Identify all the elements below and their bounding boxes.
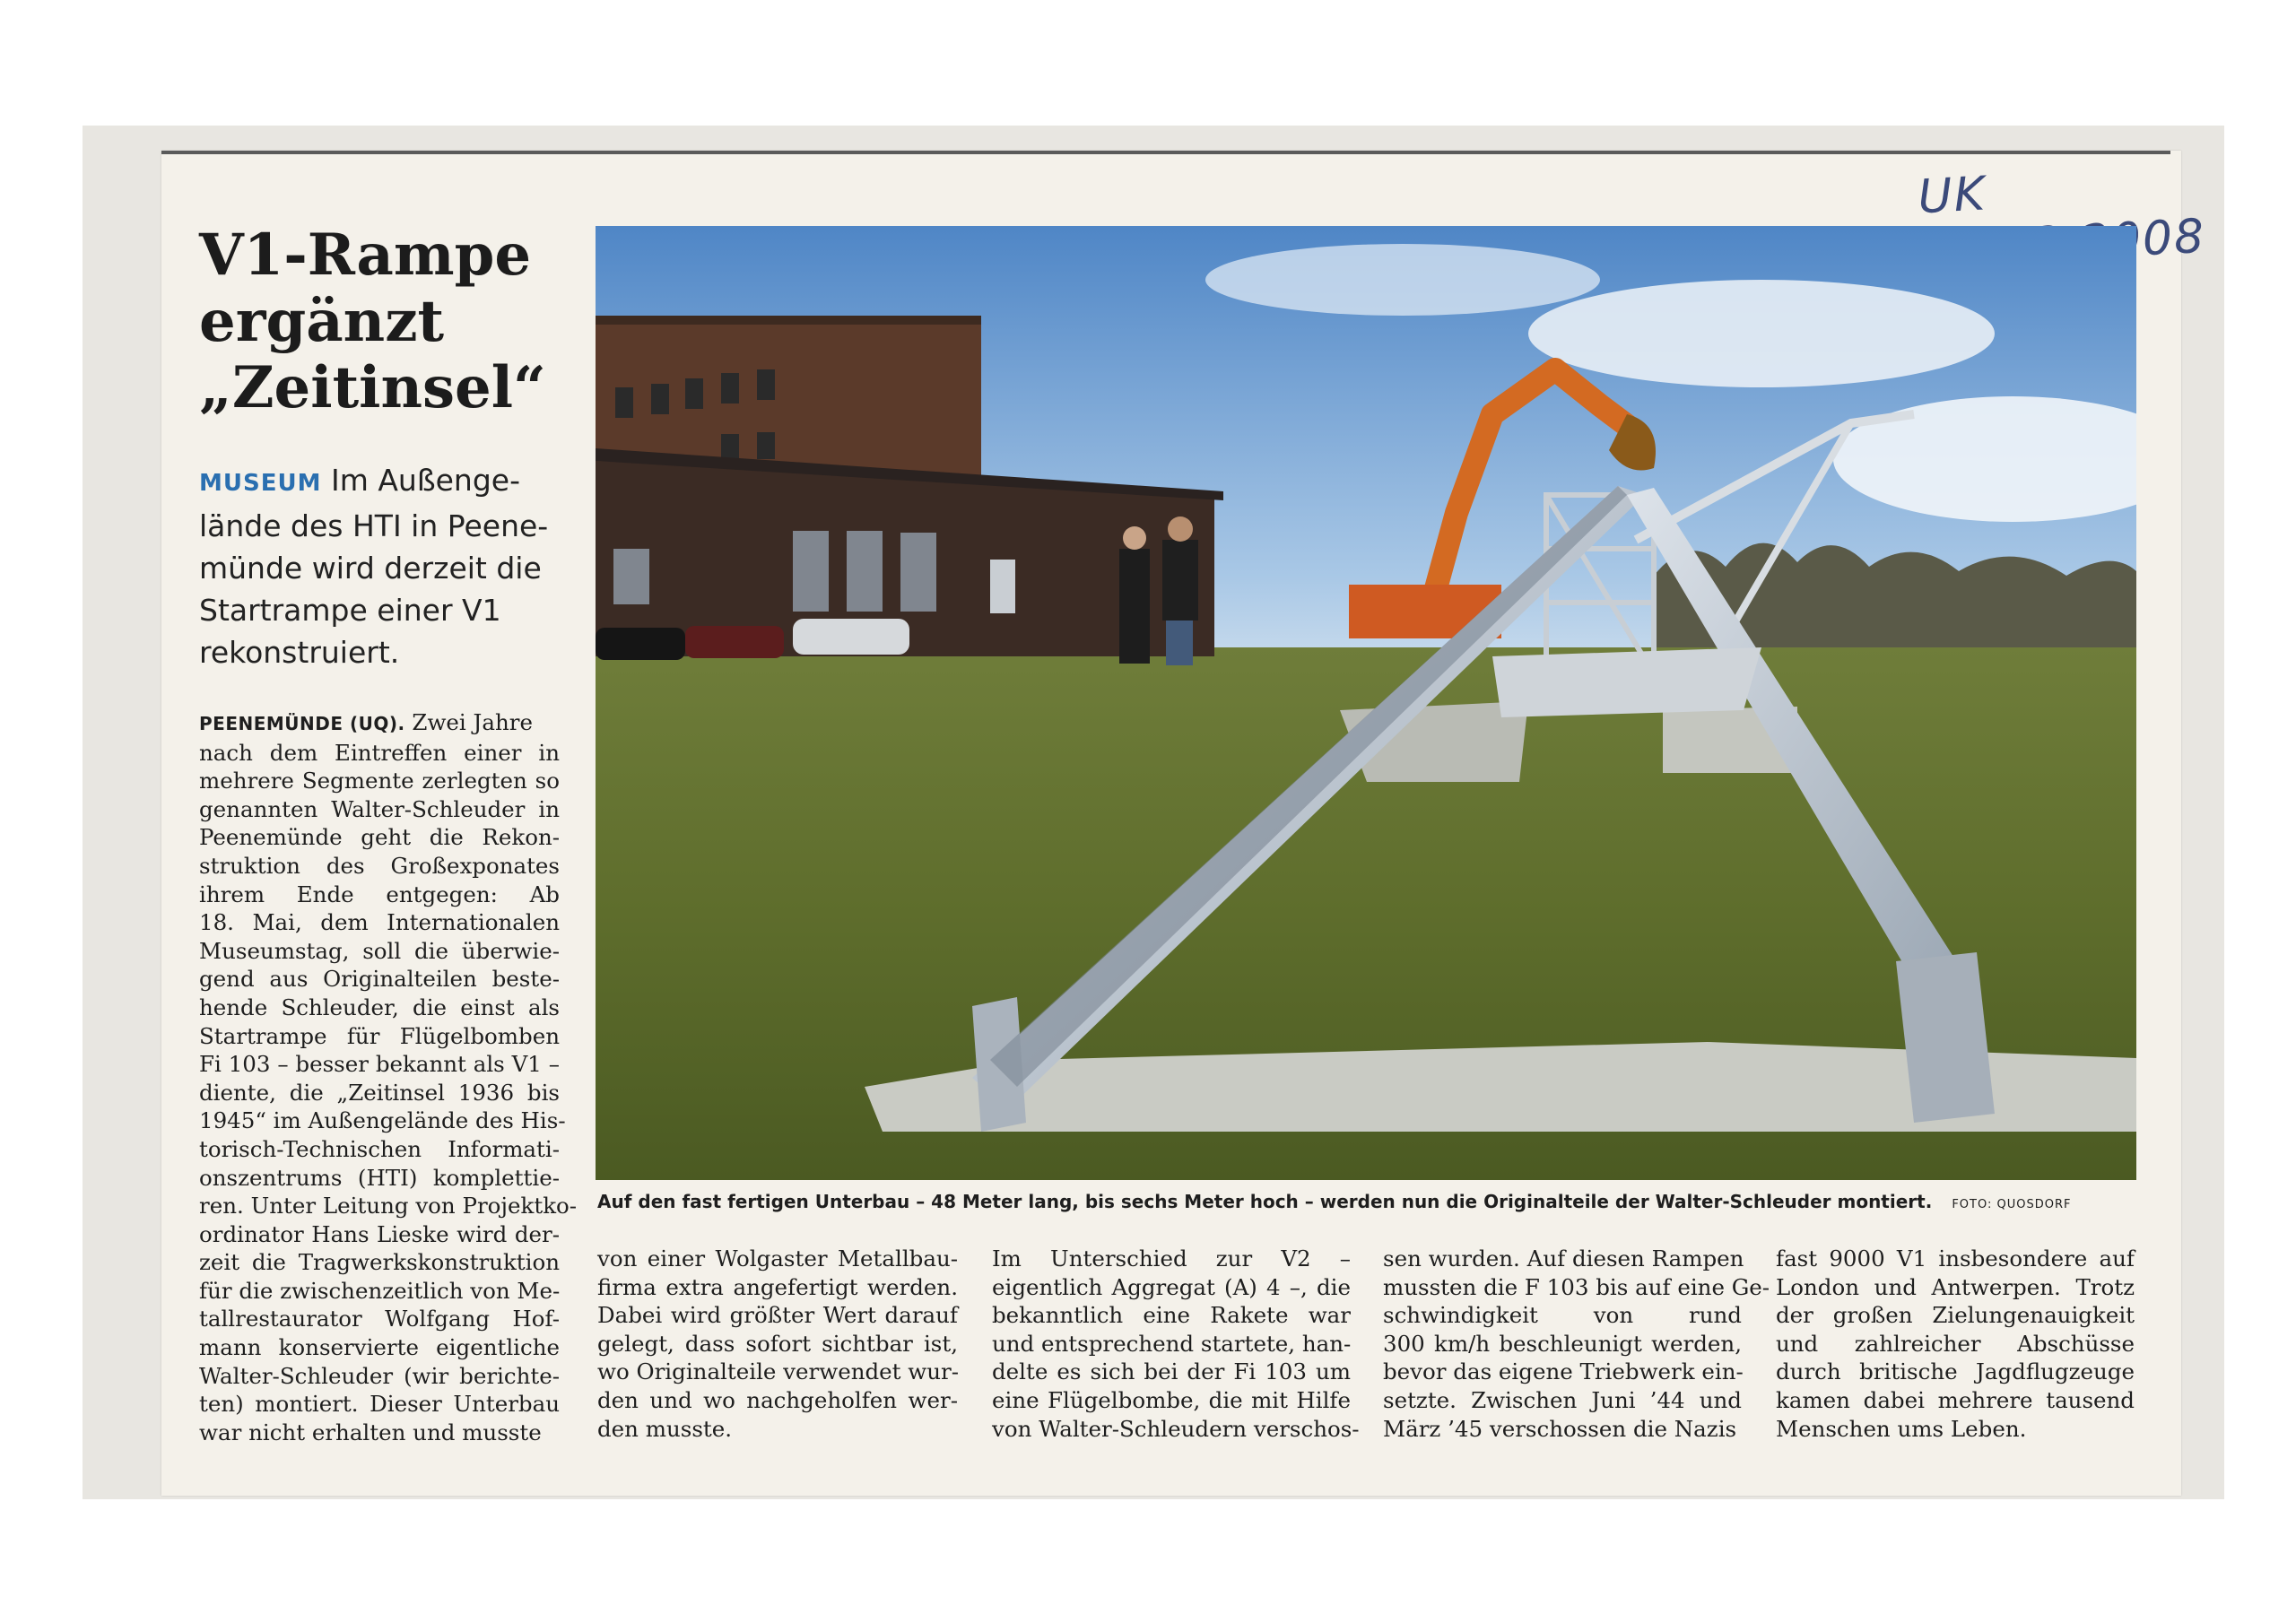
body-text-line: mann konservierte eigentliche [199,1334,560,1361]
body-text-line: 18. Mai, dem Internationalen [199,909,560,936]
body-text-line: der großen Zielungenauigkeit [1776,1302,2135,1329]
body-text-line: März ’45 verschossen die Nazis [1383,1415,1737,1442]
body-text-line: Museumstag, soll die überwie- [199,937,560,964]
body-text-line: Im Unterschied zur V2 – [992,1245,1351,1271]
body-text-line: ihrem Ende entgegen: Ab [199,881,560,907]
teaser-line: Im Außenge- [330,463,520,498]
photo-caption [597,1191,2136,1212]
person-jeans [1166,621,1193,665]
body-text-line: Fi 103 – besser bekannt als V1 – [199,1051,560,1078]
body-text: Zwei Jahre [412,709,533,735]
body-column-2 [597,1245,958,1443]
body-text-line: delte es sich bei der Fi 103 um [992,1358,1351,1385]
body-column-1 [199,708,578,1446]
body-text-line [199,708,560,739]
body-text-line: sen wurden. Auf diesen Rampen [1383,1245,1744,1271]
body-text-line: mussten die F 103 bis auf eine Ge- [1383,1273,1770,1300]
body-text-line: wo Originalteile verwendet wur- [597,1358,960,1385]
article-photo [596,226,2136,1180]
body-text-line: hende Schleuder, die einst als [199,994,560,1020]
body-text-line: genannten Walter-Schleuder in [199,795,560,822]
teaser [199,459,594,673]
body-text-line: struktion des Großexponates [199,852,560,879]
body-text-line: eine Flügelbombe, die mit Hilfe [992,1386,1351,1413]
handwritten-date-note: UK [1917,167,1988,225]
body-text-line: Menschen ums Leben. [1776,1415,2027,1442]
body-text-line: und entsprechend startete, han- [992,1330,1352,1357]
body-text-line: torisch-Technischen Informati- [199,1135,560,1162]
headline-line: V1-Rampe [199,221,532,289]
teaser-line: münde wird derzeit die [199,551,542,586]
cloud [1528,280,1995,387]
body-text-line: und zahlreicher Abschüsse [1776,1330,2135,1357]
body-text-line: Startrampe für Flügelbomben [199,1022,560,1049]
body-text-line: gelegt, dass sofort sichtbar ist, [597,1330,958,1357]
car [685,626,784,658]
door [990,560,1015,613]
body-text-line: Walter-Schleuder (wir berichte- [199,1362,560,1389]
teaser-line: Startrampe einer V1 [199,593,501,628]
body-text-line: von Walter-Schleudern verschos- [992,1415,1360,1442]
body-text-line: ren. Unter Leitung von Projektko- [199,1193,578,1219]
dateline: PEENEMÜNDE (UQ). [199,713,405,734]
section-kicker: MUSEUM [199,470,322,497]
body-text-line: den und wo nachgeholfen wer- [597,1386,958,1413]
photo-credit: FOTO: QUOSDORF [1952,1198,2072,1211]
building-roof-edge [596,316,981,325]
body-text-line: nach dem Eintreffen einer in [199,739,560,766]
body-text-line: 300 km/h beschleunigt werden, [1383,1330,1742,1357]
teaser-line: lände des HTI in Peene- [199,508,549,543]
body-text-line: tallrestaurator Wolfgang Hof- [199,1306,560,1332]
headline-line: ergänzt [199,288,445,355]
body-text-line: von einer Wolgaster Metallbau- [597,1245,958,1271]
photo-launch-ramp-illustration [596,226,2136,1180]
body-text-line: fast 9000 V1 insbesondere auf [1776,1245,2135,1271]
body-text-line: zeit die Tragwerkskonstruktion [199,1249,560,1276]
body-text-line: ordinator Hans Lieske wird der- [199,1220,560,1247]
body-text-line: 1945“ im Außengelände des His- [199,1107,566,1134]
newspaper-clipping [161,151,2181,1496]
clipping-top-rule [161,151,2170,154]
body-text-line: setzte. Zwischen Juni ’44 und [1383,1386,1742,1413]
body-text-line: den musste. [597,1415,733,1442]
body-text-line: mehrere Segmente zerlegten so [199,768,560,794]
body-text-line: ten) montiert. Dieser Unterbau [199,1391,560,1418]
body-text-line: Peenemünde geht die Rekon- [199,824,560,851]
body-text-line: kamen dabei mehrere tausend [1776,1386,2135,1413]
body-text-line: bekanntlich eine Rakete war [992,1302,1351,1329]
teaser-line: rekonstruiert. [199,635,400,670]
body-text-line: London und Antwerpen. Trotz [1776,1273,2135,1300]
body-text-line: durch britische Jagdflugzeuge [1776,1358,2135,1385]
body-text-line: onszentrums (HTI) komplettie- [199,1164,560,1191]
body-text-line: gend aus Originalteilen beste- [199,966,560,993]
person-head [1168,516,1193,542]
body-text-line: bevor das eigene Triebwerk ein- [1383,1358,1744,1385]
body-text-line: war nicht erhalten und musste [199,1419,542,1445]
headline [199,222,576,421]
body-text-line: schwindigkeit von rund [1383,1302,1742,1329]
headline-line: „Zeitinsel“ [199,354,546,421]
body-column-3 [992,1245,1360,1443]
body-text-line: für die zwischenzeitlich von Me- [199,1277,561,1304]
person [1162,540,1198,621]
body-text-line: diente, die „Zeitinsel 1936 bis [199,1079,560,1106]
body-text-line: firma extra angefertigt werden. [597,1273,958,1300]
support-trestle [1492,647,1761,717]
car [793,619,909,655]
body-text-line: Dabei wird größter Wert darauf [597,1302,958,1329]
car [596,628,685,660]
body-column-4 [1383,1245,1770,1443]
cloud [1205,244,1600,316]
person [1119,549,1150,664]
photo-caption-text: Auf den fast fertigen Unterbau – 48 Meter lang, bis sechs Meter hoch – werden nun die Originalteile der Walter-Schleuder montiert. [597,1191,1933,1212]
body-text-line: eigentlich Aggregat (A) 4 –, die [992,1273,1351,1300]
body-column-5 [1776,1245,2135,1443]
person-head [1123,526,1146,550]
